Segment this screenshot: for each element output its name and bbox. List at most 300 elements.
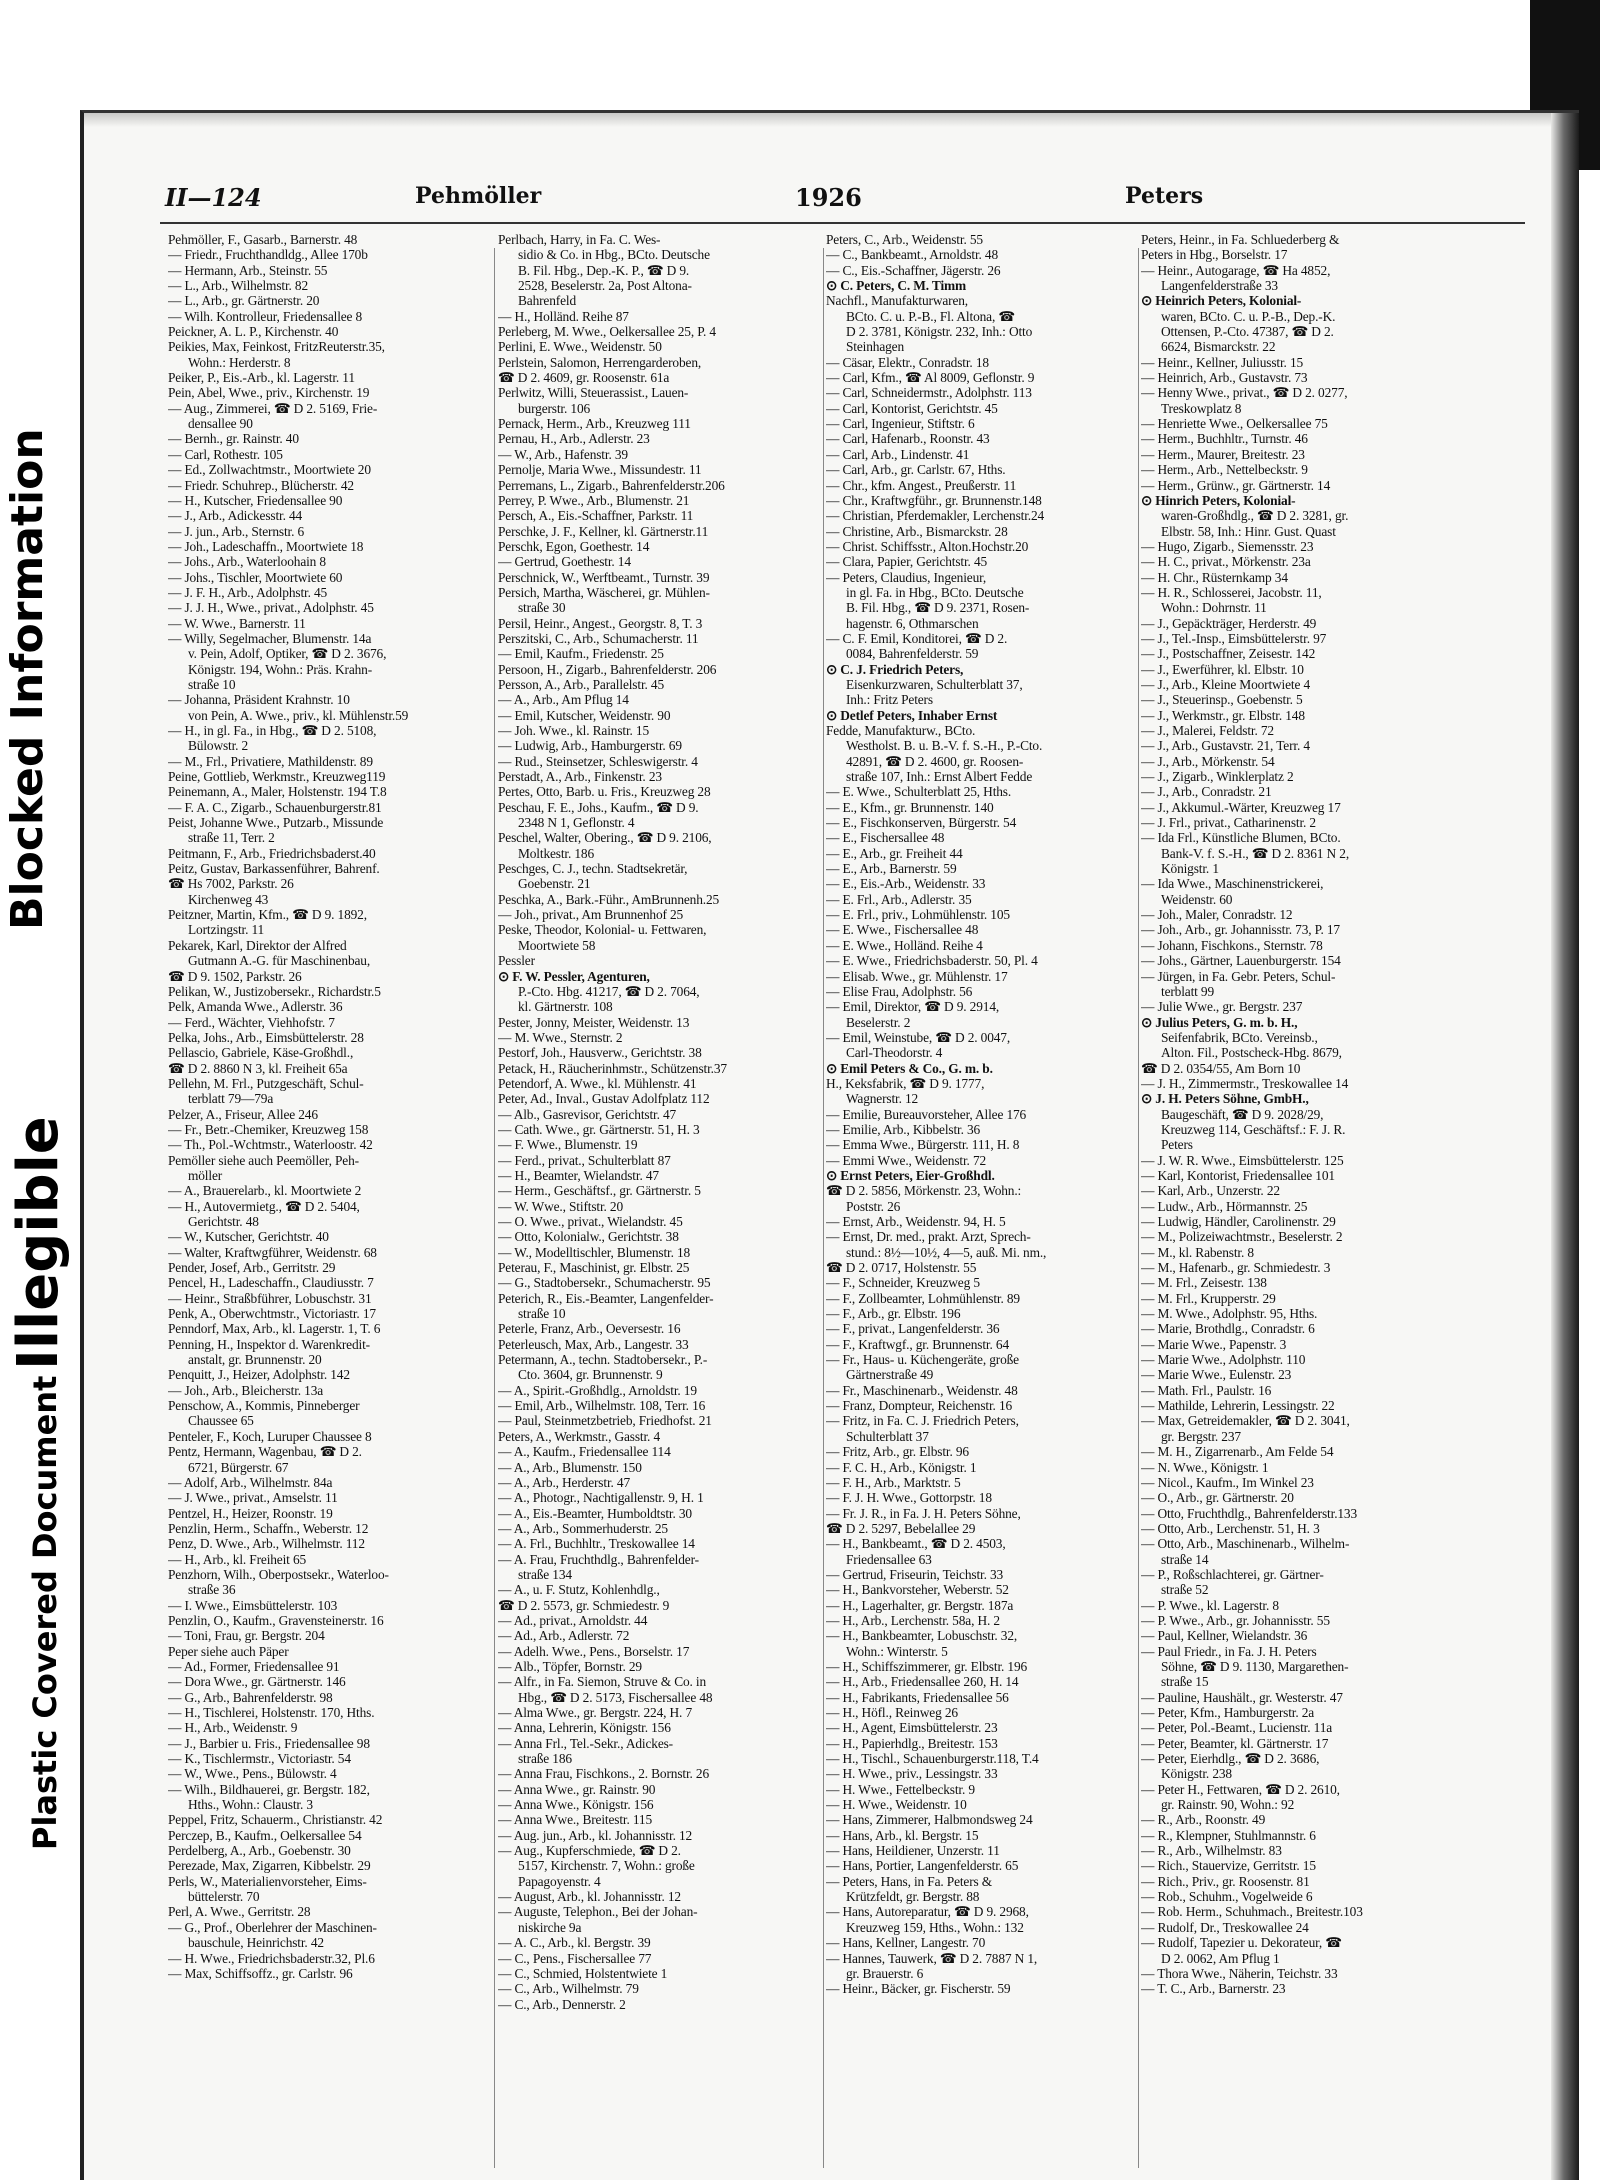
directory-entry: — Joh., Ladeschaffn., Moortwiete 18 bbox=[168, 538, 364, 554]
directory-entry: — Rich., Priv., gr. Roosenstr. 81 bbox=[1141, 1873, 1310, 1889]
directory-entry: — H., Holländ. Reihe 87 bbox=[498, 308, 629, 324]
directory-entry: ☎ Hs 7002, Parkstr. 26 bbox=[168, 876, 294, 892]
directory-entry: — J., Arb., Gustavstr. 21, Terr. 4 bbox=[1141, 738, 1310, 754]
directory-entry: — Carl, Kontorist, Gerichtstr. 45 bbox=[826, 400, 998, 416]
directory-entry: — F., Arb., gr. Elbstr. 196 bbox=[826, 1306, 961, 1322]
directory-entry: ☎ D 2. 4609, gr. Roosenstr. 61a bbox=[498, 370, 670, 386]
directory-entry: Pernau, H., Arb., Adlerstr. 23 bbox=[498, 431, 650, 447]
directory-entry: Pernolje, Maria Wwe., Missundestr. 11 bbox=[498, 462, 702, 478]
directory-entry: von Pein, A. Wwe., priv., kl. Mühlenstr.59 bbox=[188, 707, 409, 723]
directory-entry: — Herm., Geschäftsf., gr. Gärtnerstr. 5 bbox=[498, 1183, 701, 1199]
directory-entry: — J. J. H., Wwe., privat., Adolphstr. 45 bbox=[168, 600, 374, 616]
directory-entry: — Elisab. Wwe., gr. Mühlenstr. 17 bbox=[826, 968, 1008, 984]
directory-entry: — Peter, Eierhdlg., ☎ D 2. 3686, bbox=[1141, 1751, 1320, 1767]
running-header bbox=[165, 183, 1525, 219]
directory-entry: — J., Postschaffner, Zeisestr. 142 bbox=[1141, 646, 1316, 662]
directory-entry: — Aug. jun., Arb., kl. Johannisstr. 12 bbox=[498, 1827, 693, 1843]
directory-entry: Krützfeldt, gr. Bergstr. 88 bbox=[846, 1889, 980, 1905]
directory-entry: Weidenstr. 60 bbox=[1161, 891, 1233, 907]
directory-entry: — Otto, Arb., Maschinenarb., Wilhelm- bbox=[1141, 1536, 1350, 1552]
directory-entry: Perstadt, A., Arb., Finkenstr. 23 bbox=[498, 769, 662, 785]
directory-entry: Pelikan, W., Justizobersekr., Richardstr.5 bbox=[168, 983, 381, 999]
directory-entry: — Rich., Stauervize, Gerritstr. 15 bbox=[1141, 1858, 1316, 1874]
directory-entry: Perl, A. Wwe., Gerritstr. 28 bbox=[168, 1904, 311, 1920]
directory-entry: — Alma Wwe., gr. Bergstr. 224, H. 7 bbox=[498, 1705, 692, 1720]
directory-entry: — Carl, Rothestr. 105 bbox=[168, 446, 283, 462]
directory-entry: — Peters, Claudius, Ingenieur, bbox=[826, 569, 987, 585]
directory-entry: — C., Schmied, Holstentwiete 1 bbox=[498, 1965, 668, 1981]
directory-entry: — C., Eis.-Schaffner, Jägerstr. 26 bbox=[826, 262, 1001, 278]
directory-entry: — Otto, Arb., Lerchenstr. 51, H. 3 bbox=[1141, 1520, 1320, 1536]
directory-entry: — O. Wwe., privat., Wielandstr. 45 bbox=[498, 1214, 683, 1229]
directory-entry: — Anna Wwe., Königstr. 156 bbox=[498, 1797, 654, 1813]
directory-entry: v. Pein, Adolf, Optiker, ☎ D 2. 3676, bbox=[188, 646, 387, 662]
directory-entry: — Adelh. Wwe., Pens., Borselstr. 17 bbox=[498, 1643, 690, 1659]
directory-entry: — J., Arb., Conradstr. 21 bbox=[1141, 784, 1272, 800]
directory-entry: — Joh., Maler, Conradstr. 12 bbox=[1141, 907, 1293, 923]
directory-entry: — Emma Wwe., Bürgerstr. 111, H. 8 bbox=[826, 1137, 1020, 1153]
directory-entry: — H., Tischlerei, Holstenstr. 170, Hths. bbox=[168, 1705, 375, 1720]
directory-entry: ⊙ Ernst Peters, Eier-Großhdl. bbox=[826, 1167, 995, 1183]
directory-entry: — O., Arb., gr. Gärtnerstr. 20 bbox=[1141, 1490, 1294, 1506]
directory-entry: Penz, D. Wwe., Arb., Wilhelmstr. 112 bbox=[168, 1536, 365, 1552]
directory-column-2 bbox=[498, 232, 820, 2172]
directory-entry: Poststr. 26 bbox=[846, 1198, 901, 1214]
page-number: II—124 bbox=[165, 183, 262, 212]
directory-entry: Penndorf, Max, Arb., kl. Lagerstr. 1, T. 6 bbox=[168, 1321, 381, 1337]
directory-entry: ☎ D 2. 0717, Holstenstr. 55 bbox=[826, 1260, 977, 1276]
directory-entry: — Johs., Arb., Waterloohain 8 bbox=[168, 554, 326, 570]
directory-entry: — H., Arb., kl. Freiheit 65 bbox=[168, 1551, 307, 1567]
directory-entry: — T. C., Arb., Barnerstr. 23 bbox=[1141, 1981, 1286, 1997]
directory-entry: 5157, Kirchenstr. 7, Wohn.: große bbox=[518, 1858, 695, 1874]
directory-entry: — W., Arb., Hafenstr. 39 bbox=[498, 446, 628, 462]
directory-entry: Pehmöller, F., Gasarb., Barnerstr. 48 bbox=[168, 232, 358, 247]
directory-entry: — Clara, Papier, Gerichtstr. 45 bbox=[826, 554, 988, 570]
directory-entry: — H. Wwe., Weidenstr. 10 bbox=[826, 1797, 967, 1813]
directory-entry: — Fr., Betr.-Chemiker, Kreuzweg 158 bbox=[168, 1121, 369, 1137]
directory-entry: — Heinr., Bäcker, gr. Fischerstr. 59 bbox=[826, 1981, 1011, 1997]
directory-entry: — Johanna, Präsident Krahnstr. 10 bbox=[168, 692, 350, 708]
directory-entry: Friedensallee 63 bbox=[846, 1551, 932, 1567]
directory-entry: — Paul, Steinmetzbetrieb, Friedhofst. 21 bbox=[498, 1413, 712, 1429]
directory-entry: — J., Ewerführer, kl. Elbstr. 10 bbox=[1141, 661, 1304, 677]
directory-entry: ☎ D 2. 5297, Bebelallee 29 bbox=[826, 1520, 976, 1536]
directory-entry: — Emil, Kutscher, Weidenstr. 90 bbox=[498, 707, 671, 723]
plastic-covered-stamp: Plastic Covered Document bbox=[26, 1375, 64, 1850]
directory-entry: Pelka, Johs., Arb., Eimsbüttelerstr. 28 bbox=[168, 1029, 364, 1045]
directory-entry: Peist, Johanne Wwe., Putzarb., Missunde bbox=[168, 815, 384, 831]
directory-entry: — Aug., Kupferschmiede, ☎ D 2. bbox=[498, 1843, 681, 1859]
directory-entry: — F. J. H. Wwe., Gottorpstr. 18 bbox=[826, 1490, 992, 1506]
directory-entry: Westholst. B. u. B.-V. f. S.-H., P.-Cto. bbox=[846, 738, 1043, 754]
directory-entry: — H., Höfl., Reinweg 26 bbox=[826, 1705, 958, 1720]
directory-entry: straße 10 bbox=[518, 1306, 566, 1322]
directory-entry: — E. Wwe., Holländ. Reihe 4 bbox=[826, 937, 983, 953]
directory-entry: — A., Photogr., Nachtigallenstr. 9, H. 1 bbox=[498, 1490, 704, 1506]
directory-entry: Peter, Ad., Inval., Gustav Adolfplatz 112 bbox=[498, 1091, 710, 1107]
directory-entry: Peschka, A., Bark.-Führ., AmBrunnenh.25 bbox=[498, 891, 720, 907]
directory-entry: — A. C., Arb., kl. Bergstr. 39 bbox=[498, 1935, 651, 1951]
directory-entry: Perrey, P. Wwe., Arb., Blumenstr. 21 bbox=[498, 492, 690, 508]
directory-entry: — Fr., Maschinenarb., Weidenstr. 48 bbox=[826, 1382, 1018, 1398]
directory-entry: — C. F. Emil, Konditorei, ☎ D 2. bbox=[826, 630, 1008, 646]
directory-entry: P.-Cto. Hbg. 41217, ☎ D 2. 7064, bbox=[518, 983, 700, 999]
directory-entry: — Karl, Kontorist, Friedensallee 101 bbox=[1141, 1167, 1335, 1183]
directory-entry: — Ernst, Dr. med., prakt. Arzt, Sprech- bbox=[826, 1229, 1031, 1245]
directory-entry: — Walter, Kraftwgführer, Weidenstr. 68 bbox=[168, 1244, 377, 1260]
directory-entry: Penzlin, Herm., Schaffn., Weberstr. 12 bbox=[168, 1520, 369, 1536]
directory-entry: — Hans, Kellner, Langestr. 70 bbox=[826, 1935, 986, 1951]
directory-entry: ⊙ Heinrich Peters, Kolonial- bbox=[1141, 293, 1302, 309]
directory-entry: Papagoyenstr. 4 bbox=[518, 1873, 601, 1889]
directory-entry: Peinemann, A., Maler, Holstenstr. 194 T.8 bbox=[168, 784, 387, 800]
directory-entry: Peickner, A. L. P., Kirchenstr. 40 bbox=[168, 324, 339, 340]
directory-entry: Wagnerstr. 12 bbox=[846, 1091, 919, 1107]
directory-entry: — Herm., Grünw., gr. Gärtnerstr. 14 bbox=[1141, 477, 1331, 493]
directory-entry: — M. Wwe., Adolphstr. 95, Hths. bbox=[1141, 1306, 1318, 1322]
directory-entry: — E., Eis.-Arb., Weidenstr. 33 bbox=[826, 876, 986, 892]
directory-entry: gr. Brauerstr. 6 bbox=[846, 1965, 924, 1981]
directory-entry: Kreuzweg 114, Geschäftsf.: F. J. R. bbox=[1161, 1121, 1346, 1137]
directory-entry: — J. W. R. Wwe., Eimsbüttelerstr. 125 bbox=[1141, 1152, 1344, 1168]
directory-entry: anstalt, gr. Brunnenstr. 20 bbox=[188, 1352, 322, 1368]
directory-entry: straße 36 bbox=[188, 1582, 236, 1598]
directory-entry: — H. Wwe., priv., Lessingstr. 33 bbox=[826, 1766, 998, 1782]
directory-entry: Perlstein, Salomon, Herrengarderoben, bbox=[498, 354, 702, 370]
directory-entry: Gerichtstr. 48 bbox=[188, 1214, 259, 1229]
directory-entry: — Fr., Haus- u. Küchengeräte, große bbox=[826, 1352, 1019, 1368]
directory-entry: — Hans, Portier, Langenfelderstr. 65 bbox=[826, 1858, 1019, 1874]
directory-entry: Gutmann A.-G. für Maschinenbau, bbox=[188, 953, 371, 969]
directory-entry: Treskowplatz 8 bbox=[1161, 400, 1242, 416]
directory-entry: — Johs., Tischler, Moortwiete 60 bbox=[168, 569, 343, 585]
directory-entry: 0084, Bahrenfelderstr. 59 bbox=[846, 646, 979, 662]
directory-entry: — Emilie, Arb., Kibbelstr. 36 bbox=[826, 1121, 981, 1137]
directory-entry: Pekarek, Karl, Direktor der Alfred bbox=[168, 937, 347, 953]
directory-entry: — A., Spirit.-Großhdlg., Arnoldstr. 19 bbox=[498, 1382, 697, 1398]
directory-entry: H., Keksfabrik, ☎ D 9. 1777, bbox=[826, 1075, 985, 1091]
directory-entry: — E. Wwe., Friedrichsbaderstr. 50, Pl. 4 bbox=[826, 953, 1038, 969]
directory-entry: — F. H., Arb., Marktstr. 5 bbox=[826, 1474, 961, 1490]
directory-entry: — E., Arb., gr. Freiheit 44 bbox=[826, 845, 963, 861]
directory-entry: — C., Arb., Dennerstr. 2 bbox=[498, 1996, 626, 2012]
column-divider bbox=[1138, 248, 1139, 2168]
directory-entry: — H., Fabrikants, Friedensallee 56 bbox=[826, 1689, 1009, 1705]
directory-entry: — Toni, Frau, gr. Bergstr. 204 bbox=[168, 1628, 325, 1644]
directory-entry: — H. C., privat., Mörkenstr. 23a bbox=[1141, 554, 1311, 570]
directory-entry: Bank-V. f. S.-H., ☎ D 2. 8361 N 2, bbox=[1161, 845, 1350, 861]
directory-entry: — Ad., Arb., Adlerstr. 72 bbox=[498, 1628, 630, 1644]
directory-entry: ⊙ F. W. Pessler, Agenturen, bbox=[498, 968, 650, 984]
directory-entry: — E. Wwe., Schulterblatt 25, Hths. bbox=[826, 784, 1012, 800]
directory-entry: Hbg., ☎ D 2. 5173, Fischersallee 48 bbox=[518, 1689, 713, 1705]
directory-entry: Pelzer, A., Friseur, Allee 246 bbox=[168, 1106, 318, 1122]
directory-entry: Peters, A., Werkmstr., Gasstr. 4 bbox=[498, 1428, 660, 1444]
directory-entry: waren-Großhdlg., ☎ D 2. 3281, gr. bbox=[1161, 508, 1349, 524]
directory-entry: — Christ. Schiffsstr., Alton.Hochstr.20 bbox=[826, 538, 1029, 554]
directory-entry: Seifenfabrik, BCto. Vereinsb., bbox=[1161, 1029, 1318, 1045]
directory-entry: Baugeschäft, ☎ D 9. 2028/29, bbox=[1161, 1106, 1324, 1122]
directory-entry: — Adolf, Arb., Wilhelmstr. 84a bbox=[168, 1474, 333, 1490]
directory-entry: — Hermann, Arb., Steinstr. 55 bbox=[168, 262, 328, 278]
directory-entry: — Herm., Buchhltr., Turnstr. 46 bbox=[1141, 431, 1308, 447]
directory-entry: — Franz, Dompteur, Reichenstr. 16 bbox=[826, 1398, 1013, 1414]
directory-entry: Penk, A., Oberwchtmstr., Victoriastr. 17 bbox=[168, 1306, 376, 1322]
directory-entry: — Ed., Zollwachtmstr., Moortwiete 20 bbox=[168, 462, 371, 478]
directory-entry: — M. H., Zigarrenarb., Am Felde 54 bbox=[1141, 1444, 1334, 1460]
directory-entry: Perschnick, W., Werftbeamt., Turnstr. 39 bbox=[498, 569, 710, 585]
directory-entry: — J. jun., Arb., Sternstr. 6 bbox=[168, 523, 305, 539]
directory-entry: — P. Wwe., Arb., gr. Johannisstr. 55 bbox=[1141, 1612, 1330, 1628]
directory-entry: straße 15 bbox=[1161, 1674, 1209, 1690]
directory-entry: Goebenstr. 21 bbox=[518, 876, 591, 892]
directory-entry: Perlini, E. Wwe., Weidenstr. 50 bbox=[498, 339, 662, 355]
directory-entry: — Thora Wwe., Näherin, Teichstr. 33 bbox=[1141, 1965, 1338, 1981]
directory-entry: — Johs., Gärtner, Lauenburgerstr. 154 bbox=[1141, 953, 1341, 969]
directory-entry: Penquitt, J., Heizer, Adolphstr. 142 bbox=[168, 1367, 350, 1383]
directory-entry: — E., Arb., Barnerstr. 59 bbox=[826, 861, 957, 877]
directory-entry: — Anna Frl., Tel.-Sekr., Adickes- bbox=[498, 1735, 673, 1751]
directory-entry: — I. Wwe., Eimsbüttelerstr. 103 bbox=[168, 1597, 338, 1613]
directory-entry: — Chr., kfm. Angest., Preußerstr. 11 bbox=[826, 477, 1017, 493]
directory-entry: ☎ D 2. 5573, gr. Schmiedestr. 9 bbox=[498, 1597, 670, 1613]
directory-entry: Steinhagen bbox=[846, 339, 904, 355]
directory-entry: — Friedr. Schuhrep., Blücherstr. 42 bbox=[168, 477, 354, 493]
directory-entry: — Julie Wwe., gr. Bergstr. 237 bbox=[1141, 999, 1303, 1015]
directory-entry: — M. Wwe., Sternstr. 2 bbox=[498, 1029, 623, 1045]
directory-entry: Pein, Abel, Wwe., priv., Kirchenstr. 19 bbox=[168, 385, 370, 401]
directory-entry: — Emil, Direktor, ☎ D 9. 2914, bbox=[826, 999, 1000, 1015]
directory-entry: Pellehn, M. Frl., Putzgeschäft, Schul- bbox=[168, 1075, 364, 1091]
directory-entry: — A., Arb., Sommerhuderstr. 25 bbox=[498, 1520, 668, 1536]
first-entry-guide: Pehmöller bbox=[415, 183, 542, 209]
directory-entry: — J., Arb., Adickesstr. 44 bbox=[168, 508, 303, 524]
directory-entry: — Bernh., gr. Rainstr. 40 bbox=[168, 431, 299, 447]
directory-entry: — Heinr., Autogarage, ☎ Ha 4852, bbox=[1141, 262, 1331, 278]
directory-entry: — Th., Pol.-Wchtmstr., Waterloostr. 42 bbox=[168, 1137, 373, 1153]
directory-entry: — Hugo, Zigarb., Siemensstr. 23 bbox=[1141, 538, 1314, 554]
directory-entry: ⊙ Hinrich Peters, Kolonial- bbox=[1141, 492, 1296, 508]
directory-entry: ☎ D 2. 5856, Mörkenstr. 23, Wohn.: bbox=[826, 1183, 1022, 1199]
directory-entry: — H., Beamter, Wielandstr. 47 bbox=[498, 1167, 659, 1183]
directory-entry: — Fr. J. R., in Fa. J. H. Peters Söhne, bbox=[826, 1505, 1021, 1521]
directory-entry: Penzhorn, Wilh., Oberpostsekr., Waterloo- bbox=[168, 1566, 389, 1582]
directory-entry: 6624, Bismarckstr. 22 bbox=[1161, 339, 1276, 355]
directory-entry: — Hans, Arb., kl. Bergstr. 15 bbox=[826, 1827, 979, 1843]
directory-entry: — J. Frl., privat., Catharinenstr. 2 bbox=[1141, 815, 1316, 831]
directory-entry: stund.: 8½—10½, 4—5, auß. Mi. nm., bbox=[846, 1244, 1047, 1260]
directory-entry: Persson, A., Arb., Parallelstr. 45 bbox=[498, 676, 664, 692]
directory-entry: in gl. Fa. in Hbg., BCto. Deutsche bbox=[846, 584, 1024, 600]
directory-entry: — W., Wwe., Pens., Bülowstr. 4 bbox=[168, 1766, 337, 1782]
directory-entry: — A., Kaufm., Friedensallee 114 bbox=[498, 1444, 671, 1460]
directory-entry: straße 186 bbox=[518, 1751, 572, 1767]
directory-entry: — G., Prof., Oberlehrer der Maschinen- bbox=[168, 1919, 377, 1935]
directory-entry: straße 52 bbox=[1161, 1582, 1209, 1598]
directory-entry: — Henny Wwe., privat., ☎ D 2. 0277, bbox=[1141, 385, 1348, 401]
directory-column-3 bbox=[826, 232, 1136, 2172]
directory-entry: Peterleusch, Max, Arb., Langestr. 33 bbox=[498, 1336, 689, 1352]
directory-entry: gr. Bergstr. 237 bbox=[1161, 1428, 1241, 1444]
blocked-information-stamp: Blocked Information bbox=[2, 428, 53, 930]
directory-entry: — Karl, Arb., Unzerstr. 22 bbox=[1141, 1183, 1280, 1199]
directory-entry: Schulterblatt 37 bbox=[846, 1428, 929, 1444]
directory-entry: 6721, Bürgerstr. 67 bbox=[188, 1459, 289, 1475]
directory-entry: Kirchenweg 43 bbox=[188, 891, 269, 907]
directory-entry: Perschk, Egon, Goethestr. 14 bbox=[498, 538, 650, 554]
directory-entry: — Anna Wwe., Breitestr. 115 bbox=[498, 1812, 653, 1828]
directory-entry: Hths., Wohn.: Claustr. 3 bbox=[188, 1797, 313, 1813]
directory-entry: — W. Wwe., Barnerstr. 11 bbox=[168, 615, 306, 631]
directory-entry: Wohn.: Dohrnstr. 11 bbox=[1161, 600, 1267, 616]
directory-entry: — Jürgen, in Fa. Gebr. Peters, Schul- bbox=[1141, 968, 1336, 984]
directory-entry: Fedde, Manufakturw., BCto. bbox=[826, 723, 976, 738]
directory-entry: — Marie Wwe., Papenstr. 3 bbox=[1141, 1336, 1287, 1352]
directory-entry: Pester, Jonny, Meister, Weidenstr. 13 bbox=[498, 1014, 690, 1030]
directory-entry: — K., Tischlermstr., Victoriastr. 54 bbox=[168, 1751, 351, 1767]
directory-entry: Persoon, H., Zigarb., Bahrenfelderstr. 206 bbox=[498, 661, 717, 677]
directory-entry: — Anna, Lehrerin, Königstr. 156 bbox=[498, 1720, 671, 1736]
directory-entry: — H., Tischl., Schauenburgerstr.118, T.4 bbox=[826, 1751, 1039, 1767]
directory-entry: — M., kl. Rabenstr. 8 bbox=[1141, 1244, 1254, 1260]
directory-entry: Alton. Fil., Postscheck-Hbg. 8679, bbox=[1161, 1045, 1342, 1061]
directory-entry: Persich, Martha, Wäscherei, gr. Mühlen- bbox=[498, 584, 710, 600]
directory-entry: — J., Tel.-Insp., Eimsbüttelerstr. 97 bbox=[1141, 630, 1327, 646]
directory-entry: — Ida Wwe., Maschinenstrickerei, bbox=[1141, 876, 1324, 892]
directory-entry: Wohn.: Herderstr. 8 bbox=[188, 354, 291, 370]
directory-entry: — H., Bankbeamter, Lobuschstr. 32, bbox=[826, 1628, 1018, 1644]
directory-entry: — Rob., Schuhm., Vogelweide 6 bbox=[1141, 1889, 1313, 1905]
directory-column-1 bbox=[168, 232, 490, 2172]
directory-entry: — J., Arb., Kleine Moortwiete 4 bbox=[1141, 676, 1311, 692]
directory-entry: Pemöller siehe auch Peemöller, Peh- bbox=[168, 1152, 359, 1168]
directory-entry: Pernack, Herm., Arb., Kreuzweg 111 bbox=[498, 416, 691, 432]
directory-entry: — J., Werkmstr., gr. Elbstr. 148 bbox=[1141, 707, 1305, 723]
edition-year: 1926 bbox=[795, 183, 862, 212]
directory-entry: B. Fil. Hbg., Dep.-K. P., ☎ D 9. bbox=[518, 262, 690, 278]
directory-entry: Pessler bbox=[498, 953, 535, 969]
directory-entry: ☎ D 2. 0354/55, Am Born 10 bbox=[1141, 1060, 1301, 1076]
directory-entry: terblatt 79—79a bbox=[188, 1091, 274, 1107]
last-entry-guide: Peters bbox=[1125, 183, 1204, 209]
directory-entry: — A., Brauerelarb., kl. Moortwiete 2 bbox=[168, 1183, 362, 1199]
directory-entry: — J., Gepäckträger, Herderstr. 49 bbox=[1141, 615, 1317, 631]
directory-entry: — G., Stadtobersekr., Schumacherstr. 95 bbox=[498, 1275, 711, 1291]
directory-entry: — A., Arb., Herderstr. 47 bbox=[498, 1474, 630, 1490]
directory-entry: — Ludwig, Händler, Carolinenstr. 29 bbox=[1141, 1214, 1336, 1229]
directory-entry: — F. A. C., Zigarb., Schauenburgerstr.81 bbox=[168, 799, 382, 815]
directory-entry: terblatt 99 bbox=[1161, 983, 1215, 999]
directory-entry: — H., Papierhdlg., Breitestr. 153 bbox=[826, 1735, 998, 1751]
directory-entry: Perschke, J. F., Kellner, kl. Gärtnerstr.11 bbox=[498, 523, 709, 539]
directory-entry: Nachfl., Manufakturwaren, bbox=[826, 293, 968, 309]
page-binding-shadow bbox=[1551, 113, 1579, 2180]
directory-entry: Pertes, Otto, Barb. u. Fris., Kreuzweg 28 bbox=[498, 784, 711, 800]
directory-entry: Perleberg, M. Wwe., Oelkersallee 25, P. 4 bbox=[498, 324, 716, 340]
directory-entry: — Herm., Maurer, Breitestr. 23 bbox=[1141, 446, 1305, 462]
directory-entry: straße 107, Inh.: Ernst Albert Fedde bbox=[846, 769, 1033, 785]
directory-entry: — Carl, Schneidermstr., Adolphstr. 113 bbox=[826, 385, 1032, 401]
directory-entry: Perczep, B., Kaufm., Oelkersallee 54 bbox=[168, 1827, 362, 1843]
directory-entry: Peters bbox=[1161, 1137, 1193, 1153]
directory-entry: — Mathilde, Lehrerin, Lessingstr. 22 bbox=[1141, 1398, 1335, 1414]
directory-entry: — Ludw., Arb., Hörmannstr. 25 bbox=[1141, 1198, 1308, 1214]
directory-entry: — Elise Frau, Adolphstr. 56 bbox=[826, 983, 973, 999]
directory-entry: — E., Fischersallee 48 bbox=[826, 830, 945, 846]
directory-entry: — H., Agent, Eimsbüttelerstr. 23 bbox=[826, 1720, 998, 1736]
directory-entry: — Max, Schiffsoffz., gr. Carlstr. 96 bbox=[168, 1965, 353, 1981]
directory-entry: — M., Hafenarb., gr. Schmiedestr. 3 bbox=[1141, 1260, 1331, 1276]
directory-entry: — Wilh. Kontrolleur, Friedensallee 8 bbox=[168, 308, 363, 324]
directory-entry: — Hans, Autoreparatur, ☎ D 9. 2968, bbox=[826, 1904, 1029, 1920]
directory-entry: — Rudolf, Tapezier u. Dekorateur, ☎ bbox=[1141, 1935, 1342, 1951]
directory-entry: büttelerstr. 70 bbox=[188, 1889, 260, 1905]
directory-entry: — Ad., privat., Arnoldstr. 44 bbox=[498, 1612, 648, 1628]
directory-entry: — Hans, Heildiener, Unzerstr. 11 bbox=[826, 1843, 1000, 1859]
directory-entry: — Christine, Arb., Bismarckstr. 28 bbox=[826, 523, 1008, 539]
directory-entry: ☎ D 9. 1502, Parkstr. 26 bbox=[168, 968, 302, 984]
directory-entry: — Alb., Gasrevisor, Gerichtstr. 47 bbox=[498, 1106, 677, 1122]
directory-entry: — F., Zollbeamter, Lohmühlenstr. 89 bbox=[826, 1290, 1020, 1306]
directory-entry: — Emil, Kaufm., Friedenstr. 25 bbox=[498, 646, 664, 662]
directory-entry: — Peter, Kfm., Hamburgerstr. 2a bbox=[1141, 1705, 1315, 1720]
directory-entry: — Joh., Arb., Bleicherstr. 13a bbox=[168, 1382, 324, 1398]
directory-entry: — Herm., Arb., Nettelbeckstr. 9 bbox=[1141, 462, 1308, 478]
directory-entry: — Alb., Töpfer, Bornstr. 29 bbox=[498, 1658, 642, 1674]
directory-entry: — Ludwig, Arb., Hamburgerstr. 69 bbox=[498, 738, 682, 754]
directory-entry: — H. R., Schlosserei, Jacobstr. 11, bbox=[1141, 584, 1322, 600]
illegible-stamp: Illegible bbox=[6, 1116, 71, 1370]
directory-entry: Lortzingstr. 11 bbox=[188, 922, 265, 938]
directory-entry: Petendorf, A. Wwe., kl. Mühlenstr. 41 bbox=[498, 1075, 697, 1091]
directory-entry: — Nicol., Kaufm., Im Winkel 23 bbox=[1141, 1474, 1314, 1490]
directory-entry: Peikies, Max, Feinkost, FritzReuterstr.35, bbox=[168, 339, 385, 355]
directory-entry: — Emilie, Bureauvorsteher, Allee 176 bbox=[826, 1106, 1027, 1122]
directory-entry: — E. Frl., Arb., Adlerstr. 35 bbox=[826, 891, 972, 907]
directory-entry: — L., Arb., gr. Gärtnerstr. 20 bbox=[168, 293, 320, 309]
directory-entry: — Fritz, Arb., gr. Elbstr. 96 bbox=[826, 1444, 969, 1460]
directory-entry: Peschel, Walter, Obering., ☎ D 9. 2106, bbox=[498, 830, 712, 846]
directory-entry: — Emil, Weinstube, ☎ D 2. 0047, bbox=[826, 1029, 1011, 1045]
header-rule bbox=[160, 222, 1525, 224]
directory-entry: — Max, Getreidemakler, ☎ D 2. 3041, bbox=[1141, 1413, 1350, 1429]
directory-entry: Penschow, A., Kommis, Pinneberger bbox=[168, 1398, 360, 1414]
directory-entry: Peine, Gottlieb, Werkmstr., Kreuzweg119 bbox=[168, 769, 386, 785]
directory-entry: Peterich, R., Eis.-Beamter, Langenfelder- bbox=[498, 1290, 714, 1306]
directory-entry: — Heinrich, Arb., Gustavstr. 73 bbox=[1141, 370, 1308, 386]
directory-entry: ⊙ C. J. Friedrich Peters, bbox=[826, 661, 964, 677]
directory-entry: Königstr. 238 bbox=[1161, 1766, 1232, 1782]
directory-entry: waren, BCto. C. u. P.-B., Dep.-K. bbox=[1161, 308, 1336, 324]
directory-entry: hagenstr. 6, Othmarschen bbox=[846, 615, 979, 631]
directory-entry: — P., Roßschlachterei, gr. Gärtner- bbox=[1141, 1566, 1324, 1582]
directory-entry: — Carl, Hafenarb., Roonstr. 43 bbox=[826, 431, 990, 447]
directory-entry: Pellascio, Gabriele, Käse-Großhdl., bbox=[168, 1045, 354, 1061]
directory-entry: Königstr. 194, Wohn.: Präs. Krahn- bbox=[188, 661, 373, 677]
directory-entry: — E., Kfm., gr. Brunnenstr. 140 bbox=[826, 799, 994, 815]
directory-entry: — W., Modelltischler, Blumenstr. 18 bbox=[498, 1244, 691, 1260]
directory-entry: — Marie, Brothdlg., Conradstr. 6 bbox=[1141, 1321, 1315, 1337]
directory-entry: Persch, A., Eis.-Schaffner, Parkstr. 11 bbox=[498, 508, 694, 524]
directory-entry: — Joh., privat., Am Brunnenhof 25 bbox=[498, 907, 684, 923]
directory-entry: Bülowstr. 2 bbox=[188, 738, 249, 754]
directory-entry: — R., Arb., Roonstr. 49 bbox=[1141, 1812, 1266, 1828]
directory-entry: Pentzel, H., Heizer, Roonstr. 19 bbox=[168, 1505, 333, 1521]
directory-entry: — Chr., Kraftwgführ., gr. Brunnenstr.148 bbox=[826, 492, 1042, 508]
directory-entry: — H. Wwe., Friedrichsbaderstr.32, Pl.6 bbox=[168, 1950, 375, 1966]
directory-entry: — Ad., Former, Friedensallee 91 bbox=[168, 1658, 340, 1674]
